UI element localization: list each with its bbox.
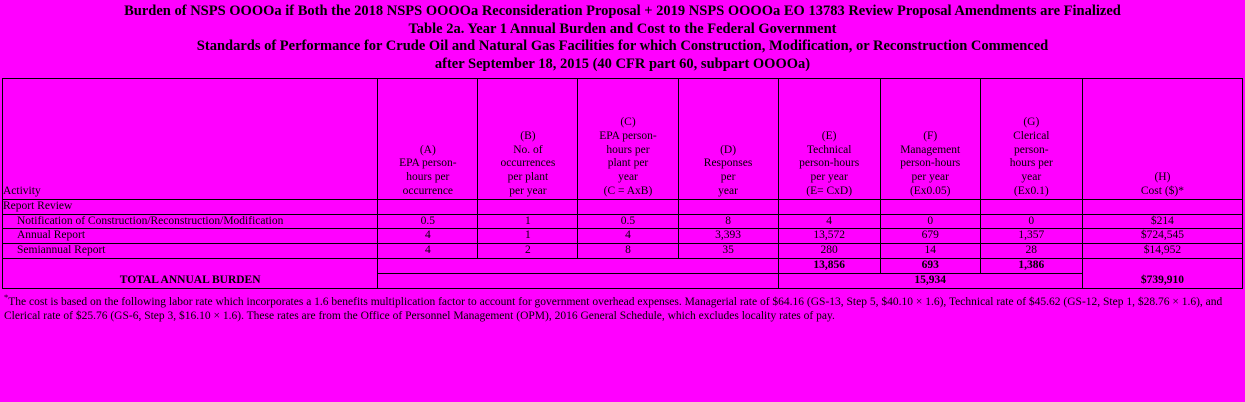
row-notification-g: 0 [980,214,1082,229]
total-technical-hours: 13,856 [778,258,880,273]
column-header-d: (D) Responses per year [678,78,778,199]
row-notification-h: $214 [1082,214,1242,229]
row-annual-h: $724,545 [1082,229,1242,244]
row-semiannual-a: 4 [378,244,478,259]
row-annual-e: 13,572 [778,229,880,244]
table-total-row [3,258,1243,273]
column-header-h: (H) Cost ($)* [1082,78,1242,199]
section-label-report-review: Report Review [3,199,378,214]
title-line-2: Table 2a. Year 1 Annual Burden and Cost to the Federal Government [408,20,837,37]
column-header-f: (F) Management person-hours per year (Ex0.05) [880,78,980,199]
section-cell-g [980,199,1082,214]
row-label-annual-report: Annual Report [3,229,378,244]
row-semiannual-c: 8 [578,244,678,259]
footnote-marker: * [4,291,9,302]
total-cost: $739,910 [1082,258,1242,288]
row-notification-c: 0.5 [578,214,678,229]
grand-total-hours: 15,934 [778,273,1082,288]
table-row [3,244,1243,259]
footnote-text: The cost is based on the following labor rate which incorporates a 1.6 benefits multiplication factor to account for government overhead expenses. Managerial rate of $64.16 (GS-13, Step 5, $40.10 × 1.6), Technical rate of $45.62 (GS-12, Step 1, $28.76 × 1.6), and Clerical rate of $25.76 (GS-6, Step 3, $16.10 × 1.6). These rates are from the Office of Personnel Management (OPM), 2016 General Schedule, which excludes locality rates of pay. [4,295,1223,322]
row-annual-c: 4 [578,229,678,244]
row-annual-d: 3,393 [678,229,778,244]
title-line-3: Standards of Performance for Crude Oil and Natural Gas Facilities for which Construction, Modification, or Reconstruction Commenced [196,38,1049,55]
table-row [3,229,1243,244]
row-semiannual-d: 35 [678,244,778,259]
row-semiannual-g: 28 [980,244,1082,259]
grand-total-blank-cells [378,273,778,288]
table-section-row [3,199,1243,214]
title-line-1: Burden of NSPS OOOOa if Both the 2018 NSPS OOOOa Reconsideration Proposal + 2019 NSPS OOOOa EO 13783 Review Proposal Amendments are Finalized [124,3,1121,19]
footnote [0,289,1245,324]
row-notification-a: 0.5 [378,214,478,229]
total-clerical-hours: 1,386 [980,258,1082,273]
row-semiannual-b: 2 [478,244,578,259]
table-row [3,214,1243,229]
row-annual-a: 4 [378,229,478,244]
row-notification-f: 0 [880,214,980,229]
row-semiannual-h: $14,952 [1082,244,1242,259]
section-cell-f [880,199,980,214]
row-semiannual-f: 14 [880,244,980,259]
total-annual-burden-label: TOTAL ANNUAL BURDEN [3,258,378,288]
total-management-hours: 693 [880,258,980,273]
row-annual-g: 1,357 [980,229,1082,244]
row-label-notification: Notification of Construction/Reconstruction/Modification [3,214,378,229]
row-notification-e: 4 [778,214,880,229]
table-header-row [3,78,1243,199]
column-header-g: (G) Clerical person- hours per year (Ex0.1) [980,78,1082,199]
section-cell-d [678,199,778,214]
row-semiannual-e: 280 [778,244,880,259]
section-cell-b [478,199,578,214]
section-cell-c [578,199,678,214]
section-cell-h [1082,199,1242,214]
document-title-block [0,0,1245,76]
burden-table [2,78,1243,289]
row-notification-d: 8 [678,214,778,229]
row-label-semiannual-report: Semiannual Report [3,244,378,259]
total-blank-cells [378,258,778,273]
row-annual-f: 679 [880,229,980,244]
row-notification-b: 1 [478,214,578,229]
section-cell-a [378,199,478,214]
section-cell-e [778,199,880,214]
column-header-c: (C) EPA person- hours per plant per year (C = AxB) [578,78,678,199]
row-annual-b: 1 [478,229,578,244]
column-header-a: (A) EPA person- hours per occurrence [378,78,478,199]
column-header-activity: Activity [3,78,378,199]
title-line-4: after September 18, 2015 (40 CFR part 60, subpart OOOOa) [434,56,811,73]
column-header-e: (E) Technical person-hours per year (E= CxD) [778,78,880,199]
column-header-b: (B) No. of occurrences per plant per year [478,78,578,199]
